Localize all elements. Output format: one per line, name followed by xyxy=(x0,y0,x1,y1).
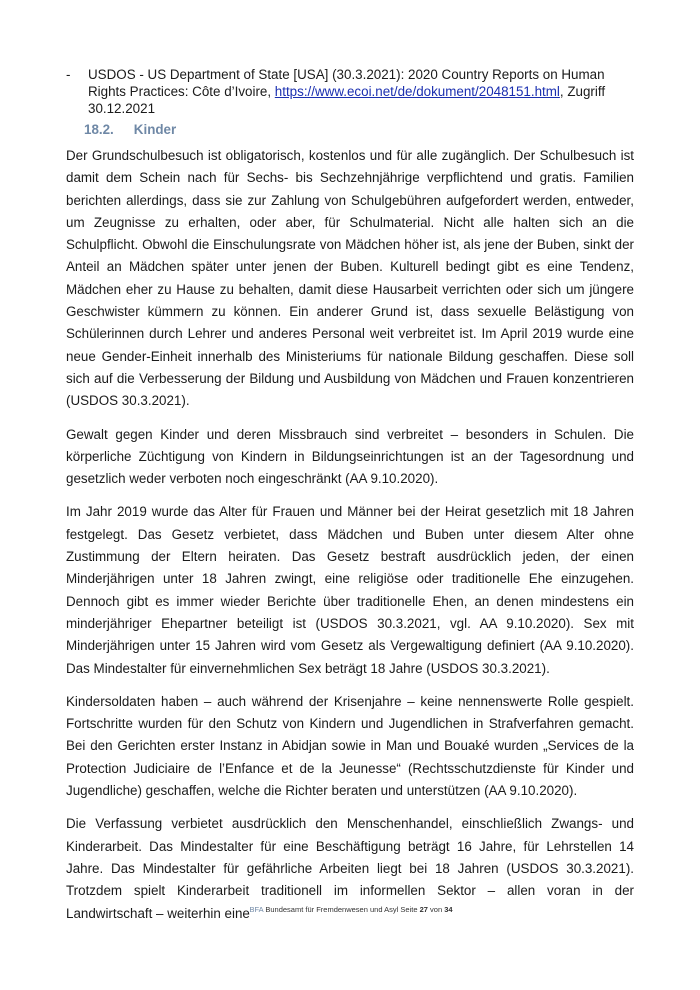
footer-text: Bundesamt für Fremdenwesen und Asyl Seite xyxy=(265,905,418,914)
paragraph: Die Verfassung verbietet ausdrücklich den Menschenhandel, einschließlich Zwangs- und Kinderarbeit. Das Mindestalter für eine Beschäftigung beträgt 16 Jahre, für Lehrstellen 14 Jahre. Das Mindestalter für gefährliche Arbeiten liegt bei 18 Jahren (USDOS 30.3.2021). Trotzdem spielt Kinderarbeit traditionell im informellen Sektor – allen voran in der Landwirtschaft – weiterhin eine xyxy=(66,816,634,921)
bfa-logo: .BFA xyxy=(247,905,264,914)
page-number: 27 xyxy=(419,905,428,914)
footer-of: von xyxy=(430,905,443,914)
paragraph: Kindersoldaten haben – auch während der Krisenjahre – keine nennenswerte Rolle gespielt. Fortschritte wurden für den Schutz von Kindern und Jugendlichen in Strafverfahren gemacht. Bei den Gerichten erster Instanz in Abidjan sowie in Man und Bouaké wurden „Services de la Protection Judiciaire de l’Enfance et de la Jeunesse“ (Rechtsschutzdienste für Kinder und Jugendliche) geschaffen, welche die Richter beraten und unterstützen (AA 9.10.2020). xyxy=(66,693,634,799)
page-footer xyxy=(0,905,700,914)
reference-access-date: , Zugriff 30.12.2021 xyxy=(88,84,606,116)
section-title: Kinder xyxy=(133,122,177,137)
bullet: - xyxy=(66,67,71,82)
section-heading xyxy=(84,122,176,137)
paragraph: Im Jahr 2019 wurde das Alter für Frauen und Männer bei der Heirat gesetzlich mit 18 Jahren festgelegt. Das Gesetz verbietet, dass Mädchen und Buben unter diesem Alter ohne Zustimmung der Eltern heiraten. Das Gesetz bestraft ausdrücklich jeden, der einen Minderjährigen unter 18 Jahren zwingt, eine religiöse oder traditionelle Ehe einzugehen. Dennoch gibt es immer wieder Berichte über traditionelle Ehen, an denen mindestens ein minderjähriger Ehepartner beteiligt ist (USDOS 30.3.2021, vgl. AA 9.10.2020). Sex mit Minderjährigen unter 15 Jahren wird vom Gesetz als Vergewaltigung definiert (AA 9.10.2020). Das Mindestalter für einvernehmlichen Sex beträgt 18 Jahre (USDOS 30.3.2021). xyxy=(66,504,634,676)
section-number: 18.2. xyxy=(84,122,114,137)
reference-text: USDOS - US Department of State [USA] (30.3.2021): 2020 Country Reports on Human Rights Practices: Côte d’Ivoire, xyxy=(88,67,605,99)
body-text xyxy=(66,145,634,936)
paragraph: Der Grundschulbesuch ist obligatorisch, kostenlos und für alle zugänglich. Der Schulbesuch ist damit dem Schein nach für Sechs- bis Sechzehnjährige verpflichtend und gratis. Familien berichten allerdings, dass sie zur Zahlung von Schulgebühren aufgefordert werden, entweder, um Zeugnisse zu erhalten, oder aber, für Schulmaterial. Nicht alle halten sich an die Schulpflicht. Obwohl die Einschulungsrate von Mädchen höher ist, als jene der Buben, sinkt der Anteil an Mädchen später unter jenen der Buben. Kulturell bedingt gibt es eine Tendenz, Mädchen eher zu Hause zu behalten, damit diese Hausarbeit verrichten oder sich um jüngere Geschwister kümmern zu können. Ein anderer Grund ist, dass sexuelle Belästigung von Schülerinnen durch Lehrer und anderes Personal weit verbreitet ist. Im April 2019 wurde eine neue Gender-Einheit innerhalb des Ministeriums für nationale Bildung geschaffen. Diese soll sich auf die Verbesserung der Bildung und Ausbildung von Mädchen und Frauen konzentrieren (USDOS 30.3.2021). xyxy=(66,148,634,409)
paragraph: Gewalt gegen Kinder und deren Missbrauch sind verbreitet – besonders in Schulen. Die körperliche Züchtigung von Kindern in Bildungseinrichtungen ist an der Tagesordnung und gesetzlich weder verboten noch eingeschränkt (AA 9.10.2020). xyxy=(66,426,634,487)
page-total: 34 xyxy=(444,905,453,914)
reference-list-item xyxy=(66,66,636,117)
reference-link[interactable]: https://www.ecoi.net/de/dokument/2048151.html xyxy=(274,84,560,99)
